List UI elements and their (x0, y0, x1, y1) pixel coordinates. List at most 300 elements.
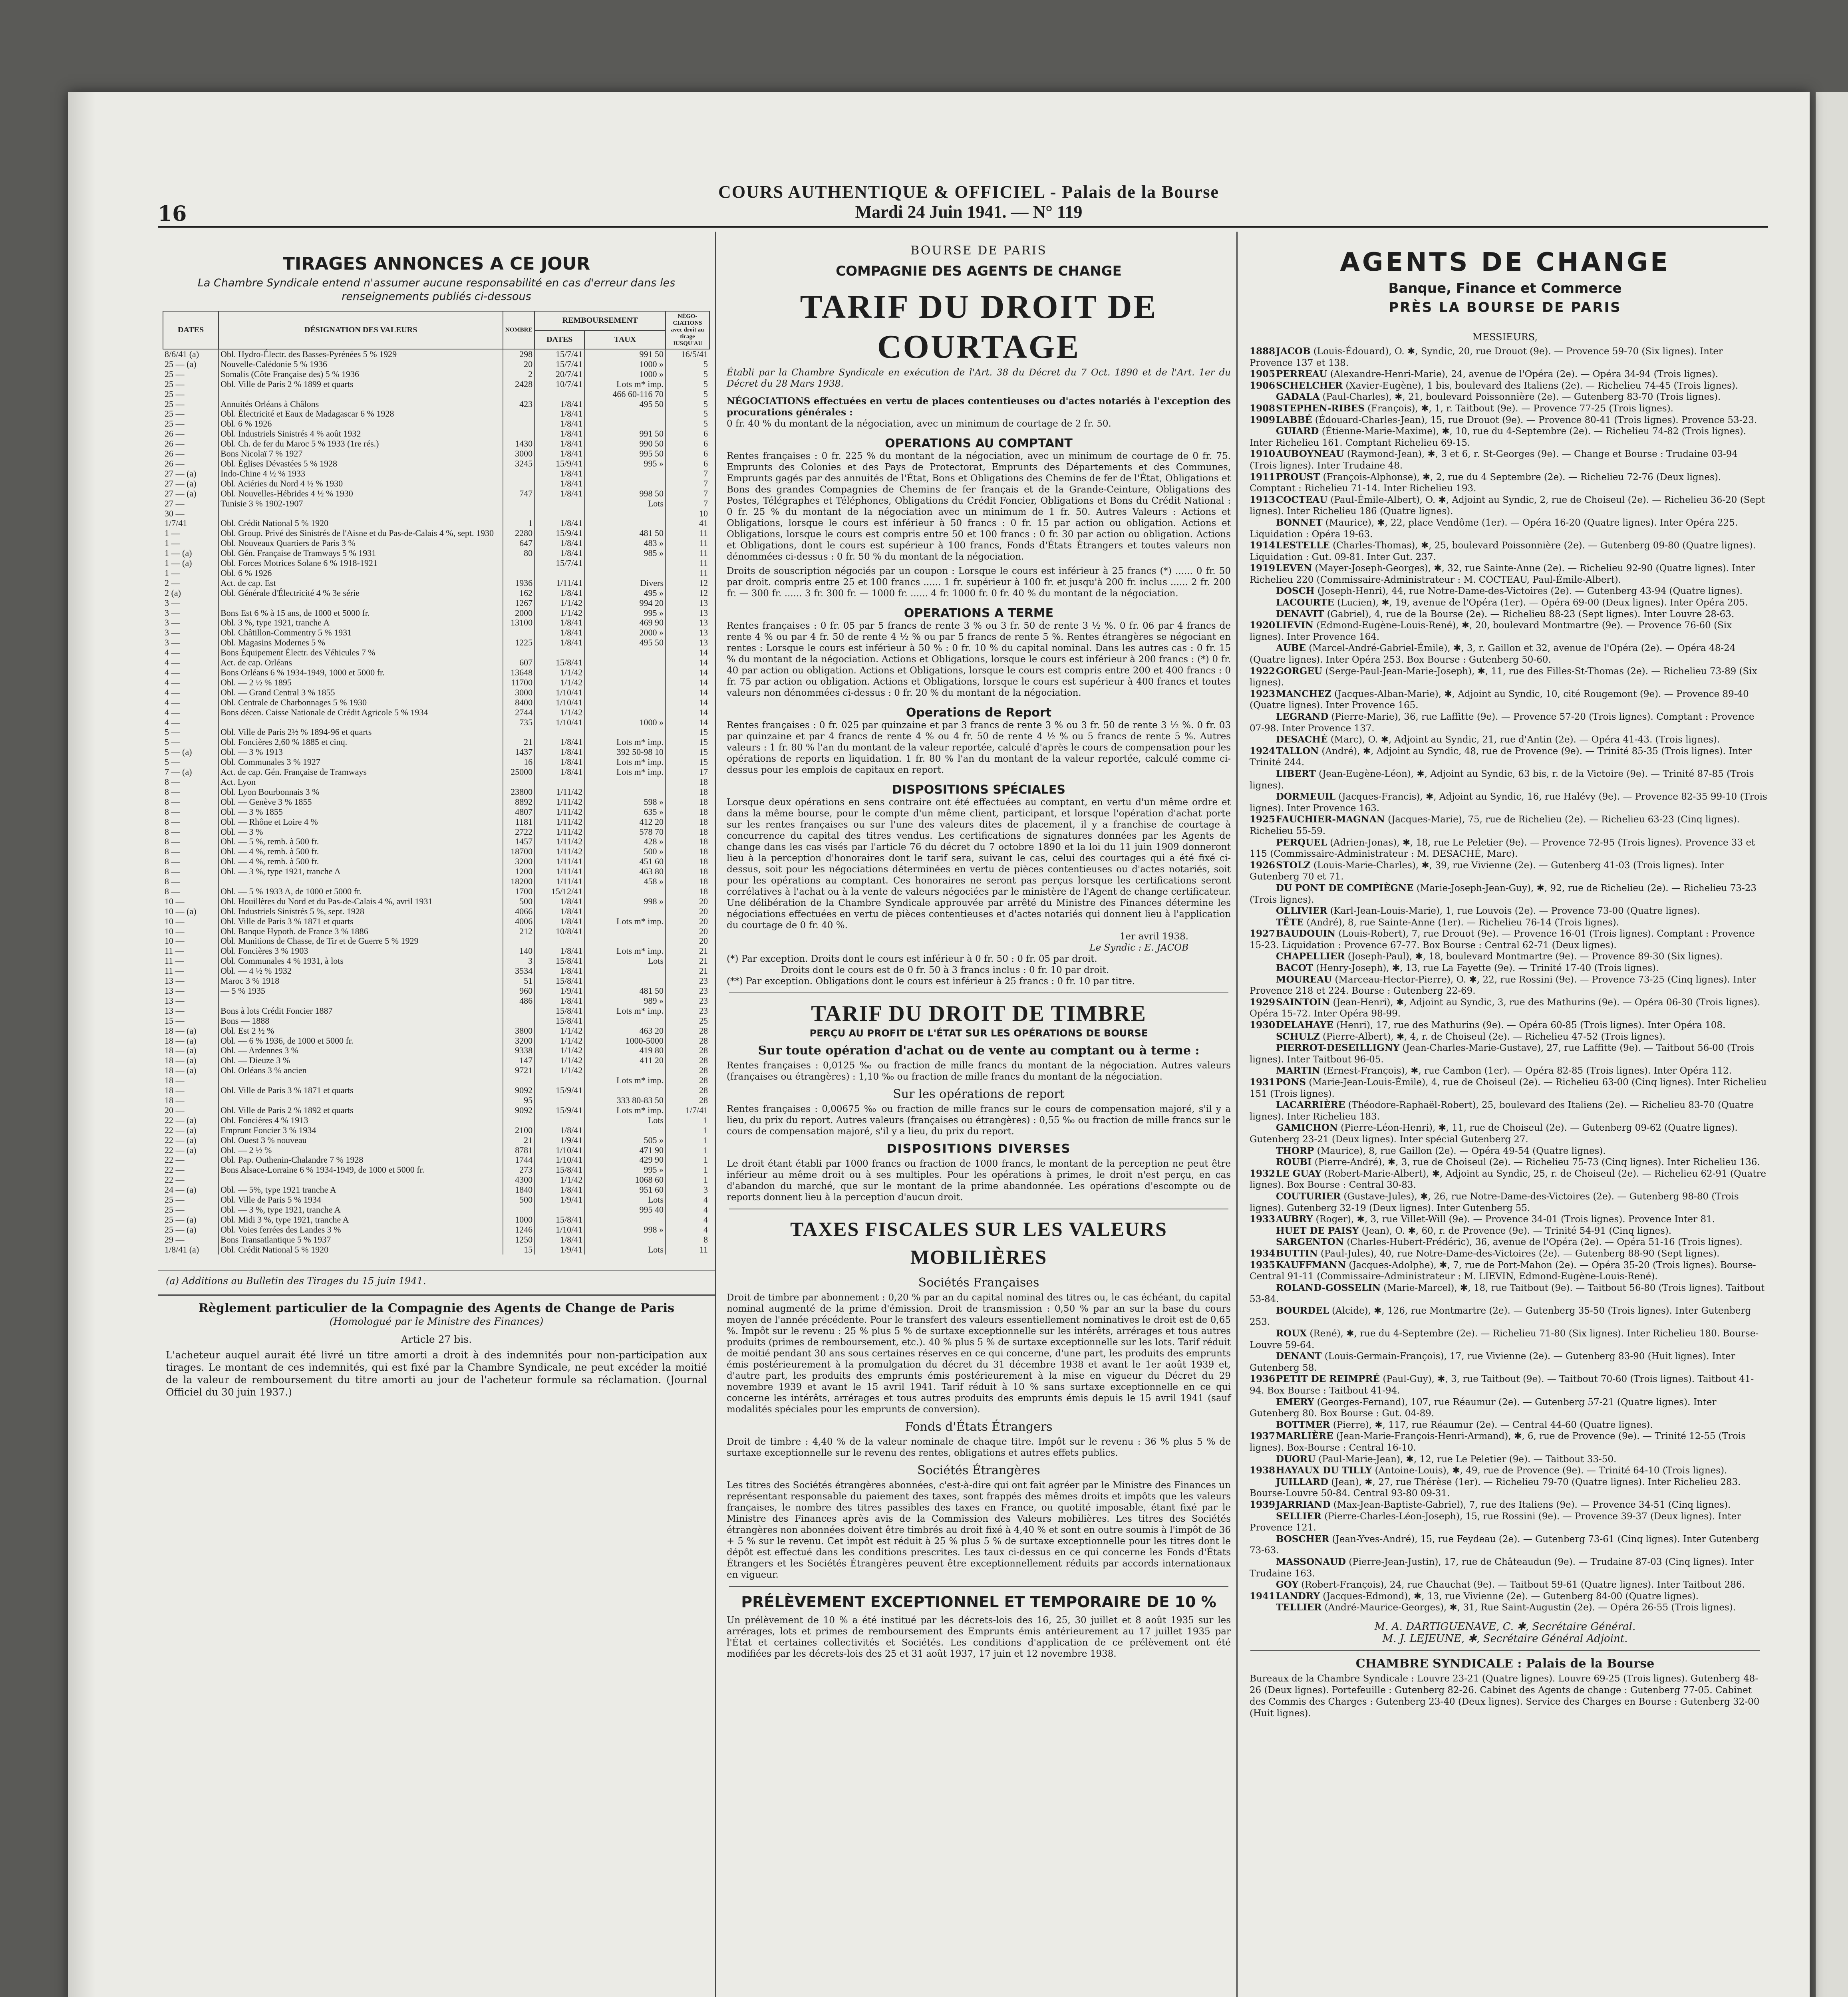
tirage-row (163, 698, 709, 708)
tirage-designation: Obl. Nouveaux Quartiers de Paris 3 % (219, 538, 503, 548)
tirage-taux: Lots (584, 499, 666, 509)
tirage-nombre: 21 (503, 1135, 535, 1145)
agent-entry (1242, 494, 1768, 517)
tirage-date: 26 — (165, 439, 185, 449)
tirage-taux: Lots (584, 1195, 666, 1205)
tirage-date: 10 — (165, 936, 185, 946)
tirage-row (163, 936, 709, 946)
tirage-remb-date: 1/1/42 (535, 598, 584, 608)
tirage-designation (219, 996, 503, 1006)
tirage-row (163, 349, 709, 359)
agent-name: PETIT DE REIMPRÉ (1276, 1374, 1380, 1385)
tirage-remb-date: 1/11/41 (535, 877, 584, 887)
tirage-nombre: 486 (503, 996, 535, 1006)
tirage-nombre (503, 1205, 535, 1215)
tirage-nombre (503, 1006, 535, 1016)
agent-details: (Henri), 17, rue des Mathurins (9e). — Opéra 60-85 (Trois lignes). Inter Opéra 108. (1336, 1020, 1726, 1031)
tirage-nego: 14 (666, 658, 709, 668)
tirage-designation: Obl. Est 2 ½ % (219, 1026, 503, 1036)
agent-name: DENANT (1276, 1351, 1322, 1362)
agent-details: (Gustave-Jules), ✱, 26, rue Notre-Dame-des-Victoires (2e). — Gutenberg 98-80 (Trois lignes). Gutenberg 32-19 (Deux lignes). Inter Gutenberg 55. (1250, 1191, 1739, 1213)
agent-entry (1242, 426, 1768, 449)
agent-details: (Marie-Jean-Louis-Émile), 4, rue de Choiseul (2e). — Richelieu 63-00 (Cinq lignes). Inter Richelieu 151 (Trois lignes). (1250, 1077, 1767, 1099)
tirage-nombre: 80 (503, 548, 535, 558)
tirage-date: 4 — (165, 687, 180, 697)
agent-entry (1242, 905, 1768, 917)
tirage-nombre (503, 479, 535, 489)
tirage-nego: 23 (666, 976, 709, 986)
agent-details: (Serge-Paul-Jean-Marie-Joseph), ✱, 11, rue des Filles-St-Thomas (2e). — Richelieu 73-89 (Six lignes). (1250, 666, 1757, 688)
agent-entry (1242, 1397, 1768, 1419)
tirage-remb-date: 1/8/41 (535, 1235, 584, 1245)
tirage-taux (584, 907, 666, 917)
agent-year: 1934 (1250, 1248, 1276, 1259)
tirage-row (163, 897, 709, 907)
tirage-nombre: 1936 (503, 578, 535, 588)
tirage-designation: Obl. 3 %, type 1921, tranche A (219, 618, 503, 628)
tirage-date: 1 — (165, 568, 180, 578)
tirage-designation: Obl. — 3 % 1855 (219, 807, 503, 817)
tirage-date: 10 — (165, 916, 185, 926)
tirage-nego: 10 (666, 509, 709, 519)
agent-entry (1242, 449, 1768, 471)
tirage-taux: 995 » (584, 1165, 666, 1175)
agents-subtitle: Banque, Finance et Commerce (1388, 280, 1622, 296)
tirage-taux: Lots (584, 1245, 666, 1255)
tirage-taux: 429 90 (584, 1155, 666, 1165)
agent-year: 1919 (1250, 563, 1276, 574)
tirage-row (163, 688, 709, 698)
tirage-nombre: 1 (503, 518, 535, 528)
tirage-nombre: 18200 (503, 877, 535, 887)
tirage-taux: 2000 » (584, 628, 666, 638)
tirage-nombre: 25000 (503, 767, 535, 777)
tirage-nego: 14 (666, 698, 709, 708)
tirage-date: 25 — (a) (165, 359, 197, 369)
tirage-remb-date: 1/11/42 (535, 837, 584, 847)
tirage-taux: 481 50 (584, 986, 666, 996)
tirage-row (163, 399, 709, 409)
tirage-nego: 1 (666, 1145, 709, 1155)
agent-name: DESACHÉ (1276, 734, 1328, 745)
col-header-dates: DATES (163, 311, 219, 349)
agent-entry (1242, 666, 1768, 689)
tirage-taux: 411 20 (584, 1056, 666, 1066)
agent-entry (1242, 1168, 1768, 1191)
tirage-taux (584, 648, 666, 658)
tirage-nombre (503, 469, 535, 479)
agent-details: (Jean-Marie-François-Henri-Armand), ✱, 6, rue de Provence (9e). — Trinité 12-55 (Trois lignes). Box-Bourse : Central 16-10. (1250, 1431, 1746, 1453)
agent-year: 1931 (1250, 1077, 1276, 1088)
agent-entry (1242, 1591, 1768, 1602)
chambre-rule (1250, 1650, 1760, 1651)
agent-entry (1242, 403, 1768, 415)
agent-details: (René), ✱, rue du 4-Septembre (2e). — Richelieu 71-80 (Six lignes). Inter Richelieu 180. Bourse-Louvre 59-64. (1250, 1328, 1759, 1350)
agent-name: STEPHEN-RIBES (1276, 403, 1365, 414)
tirage-remb-date: 1/10/41 (535, 1155, 584, 1165)
agent-details: (Joseph-Henri), 44, rue Notre-Dame-des-Victoires (2e). — Gutenberg 43-94 (Quatre lignes). (1317, 586, 1743, 597)
tirage-date: 2 — (165, 578, 180, 588)
agent-entry (1242, 1065, 1768, 1077)
tirage-nombre (503, 1116, 535, 1126)
agent-year: 1914 (1250, 540, 1276, 551)
tarifs-column (721, 232, 1238, 1997)
agent-name: STOLZ (1276, 860, 1311, 871)
agent-details: (Pierre-Léon-Henri), ✱, 11, rue de Choiseul (2e). — Gutenberg 09-62 (Quatre lignes). Gutenberg 23-21 (Deux lignes). Inter spécial Gutenberg 27. (1250, 1123, 1738, 1145)
tirage-row (163, 817, 709, 827)
tirage-designation: Obl. Aciéries du Nord 4 ½ % 1930 (219, 479, 503, 489)
tirage-nego: 11 (666, 528, 709, 538)
tirage-taux: Lots m* imp. (584, 946, 666, 956)
tirage-nombre: 16 (503, 757, 535, 767)
tirage-nombre (503, 409, 535, 419)
tirage-date: 18 — (a) (165, 1056, 197, 1066)
tirage-nego: 13 (666, 598, 709, 608)
tirage-remb-date (535, 1076, 584, 1086)
tirage-designation: Obl. Communales 3 % 1927 (219, 757, 503, 767)
tirage-row (163, 1205, 709, 1215)
tirage-row (163, 767, 709, 777)
tirage-date: 8 — (165, 817, 180, 827)
tirage-taux: 1000 » (584, 359, 666, 369)
tirage-date: 5 — (165, 757, 180, 767)
tirage-nombre: 1225 (503, 638, 535, 648)
tirage-designation: Obl. Voies ferrées des Landes 3 % (219, 1225, 503, 1235)
tirage-row (163, 727, 709, 737)
agent-details: (Étienne-Marie-Maxime), ✱, 10, rue du 4-Septembre (2e). — Richelieu 74-82 (Trois lignes). Inter Richelieu 161. Comptant Richelieu 69-15. (1250, 426, 1747, 448)
tirage-date: 5 — (165, 737, 180, 747)
tirage-designation: Bons Orléans 6 % 1934-1949, 1000 et 5000 fr. (219, 668, 503, 678)
tirage-designation: Tunisie 3 % 1902-1907 (219, 499, 503, 509)
taxes-etrangeres-title: Sociétés Étrangères (917, 1463, 1040, 1477)
prelevement-rule (729, 1586, 1228, 1587)
agent-name: BUTTIN (1276, 1248, 1318, 1259)
tirage-designation: Obl. Gén. Française de Tramways 5 % 1931 (219, 548, 503, 558)
agent-entry (1242, 860, 1768, 883)
tirage-designation: Obl. Crédit National 5 % 1920 (219, 1245, 503, 1255)
tirage-nego: 14 (666, 688, 709, 698)
agent-name: LABBÉ (1276, 414, 1312, 425)
tirage-nombre: 3000 (503, 449, 535, 459)
tirage-designation: Obl. Ouest 3 % nouveau (219, 1135, 503, 1145)
tirage-nego: 1 (666, 1165, 709, 1175)
tirage-row (163, 827, 709, 837)
agent-entry (1242, 1077, 1768, 1100)
tirage-taux (584, 708, 666, 718)
agent-details: (Jacques-Edmond), ✱, 13, rue Vivienne (2e). — Gutenberg 84-00 (Quatre lignes). (1323, 1591, 1699, 1602)
agent-name: HUET DE PAISY (1276, 1225, 1359, 1236)
agent-name: DORMEUIL (1276, 791, 1336, 802)
tirage-nego: 28 (666, 1096, 709, 1106)
tirage-row (163, 419, 709, 429)
tirage-designation: Obl. Forces Motrices Solane 6 % 1918-1921 (219, 558, 503, 568)
agent-details: (Louis-Marie-Charles), ✱, 39, rue Vivienne (2e). — Gutenberg 41-03 (Trois lignes). Inter Gutenberg 70 et 71. (1250, 860, 1724, 882)
tirage-nego: 28 (666, 1076, 709, 1086)
agent-name: AUBE (1276, 643, 1306, 654)
tirage-nego: 15 (666, 757, 709, 767)
agent-name: TALLON (1276, 745, 1319, 756)
tirage-row (163, 1086, 709, 1096)
agent-year: 1939 (1250, 1499, 1276, 1510)
tirage-designation: Obl. — 3 % 1913 (219, 747, 503, 757)
tirage-nego: 14 (666, 708, 709, 718)
tirage-row (163, 1245, 709, 1255)
agent-name: KAUFFMANN (1276, 1259, 1346, 1270)
tirage-nego: 13 (666, 638, 709, 648)
tirage-nego: 6 (666, 429, 709, 439)
tirage-date: 22 — (a) (165, 1145, 197, 1155)
tirage-taux (584, 966, 666, 976)
tirage-taux (584, 698, 666, 708)
tirage-taux (584, 1016, 666, 1026)
tirage-designation: — 5 % 1935 (219, 986, 503, 996)
agent-entry (1242, 1477, 1768, 1499)
tirage-nego: 6 (666, 459, 709, 469)
tirage-taux: Divers (584, 578, 666, 588)
tirage-remb-date: 1/10/41 (535, 718, 584, 728)
tirage-row (163, 548, 709, 558)
agent-year: 1911 (1250, 471, 1276, 482)
tirage-nego: 5 (666, 359, 709, 369)
tirage-remb-date: 10/8/41 (535, 927, 584, 937)
tirage-taux (584, 1066, 666, 1076)
tirage-nego: 18 (666, 827, 709, 837)
col-header-designation: DÉSIGNATION DES VALEURS (219, 311, 503, 349)
tirage-taux: 1000 » (584, 369, 666, 379)
tirage-nego: 17 (666, 767, 709, 777)
tirage-date: 8 — (165, 867, 180, 877)
agent-entry (1242, 1282, 1768, 1305)
tirage-remb-date: 15/8/41 (535, 1016, 584, 1026)
tirage-designation: Nouvelle-Calédonie 5 % 1936 (219, 359, 503, 369)
agent-entry (1242, 791, 1768, 814)
tirage-taux (584, 419, 666, 429)
tirage-nego: 21 (666, 966, 709, 976)
tirage-designation: Obl. Magasins Modernes 5 % (219, 638, 503, 648)
agent-details: (Louis-Germain-François), 17, rue Vivienne (2e). — Gutenberg 83-90 (Huit lignes). Inter Gutenberg 58. (1250, 1351, 1735, 1373)
tirage-taux (584, 469, 666, 479)
tirage-remb-date: 1/8/41 (535, 548, 584, 558)
tirage-row (163, 379, 709, 389)
tirage-nombre (503, 499, 535, 509)
tirage-date: 20 — (165, 1105, 185, 1115)
tirage-nombre: 3000 (503, 688, 535, 698)
tirage-nombre: 9092 (503, 1086, 535, 1096)
tirage-taux: 463 80 (584, 867, 666, 877)
agent-details: (Paul-Jules), 40, rue Notre-Dame-des-Victoires (2e). — Gutenberg 88-90 (Sept lignes). (1321, 1248, 1720, 1259)
tirage-remb-date: 1/8/41 (535, 946, 584, 956)
tirage-nombre (503, 777, 535, 787)
agent-entry (1242, 415, 1768, 426)
agent-details: (Jacques-Alban-Marie), ✱, Adjoint au Syndic, 10, cité Rougemont (9e). — Provence 89-40 (Quatre lignes). Inter Provence 165. (1250, 689, 1749, 711)
tirage-nego: 16/5/41 (666, 349, 709, 359)
tirage-nego: 1 (666, 1126, 709, 1135)
tirage-remb-date (535, 777, 584, 787)
tirage-date: 11 — (165, 966, 184, 976)
agent-details: (Jean-Eugène-Léon), ✱, Adjoint au Syndic, 63 bis, r. de la Victoire (9e). — Trinité 87-85 (Trois lignes). (1250, 768, 1754, 791)
tirage-designation: Obl. — 4 %, remb. à 500 fr. (219, 847, 503, 857)
tirage-nombre: 8892 (503, 797, 535, 807)
timbre-subtitle: PERÇU AU PROFIT DE L'ÉTAT SUR LES OPÉRATIONS DE BOURSE (809, 1028, 1148, 1039)
tirage-taux (584, 658, 666, 668)
agent-entry (1242, 597, 1768, 609)
tirage-remb-date: 15/12/41 (535, 887, 584, 897)
tirage-designation: Obl. Orléans 3 % ancien (219, 1066, 503, 1076)
agent-name: JARRIAND (1276, 1499, 1331, 1510)
tirage-nombre: 4807 (503, 807, 535, 817)
tirage-remb-date: 1/8/41 (535, 897, 584, 907)
col-header-remboursement: REMBOURSEMENT (535, 311, 666, 330)
tirage-row (163, 1126, 709, 1135)
tirage-nombre: 3 (503, 956, 535, 966)
masthead-date: Mardi 24 Juin 1941. — N° 119 (855, 202, 1083, 222)
agent-name: FAUCHIER-MAGNAN (1276, 814, 1385, 825)
tirage-nego: 5 (666, 409, 709, 419)
agent-details: (Robert-François), 24, rue Chauchat (9e). — Taitbout 59-61 (Quatre lignes). Inter Taitbout 286. (1301, 1580, 1745, 1590)
tirage-designation: Obl. — 2 ½ % 1895 (219, 678, 503, 688)
tirage-nombre: 8400 (503, 698, 535, 708)
tirage-row (163, 1066, 709, 1076)
tirage-nombre: 960 (503, 986, 535, 996)
agent-entry (1242, 951, 1768, 963)
tirage-taux: Lots m* imp. (584, 737, 666, 747)
tirage-taux: 495 50 (584, 638, 666, 648)
tirage-designation: Bons Équipement Électr. des Véhicules 7 % (219, 648, 503, 658)
tirage-remb-date: 1/1/42 (535, 1046, 584, 1056)
tirage-designation: Obl. — 2 ½ % (219, 1145, 503, 1155)
agent-year: 1905 (1250, 369, 1276, 380)
agent-details: (Paul-Guy), ✱, 3, rue Taitbout (9e). — Taitbout 70-60 (Trois lignes). Taitbout 41-94. Box Bourse : Taitbout 41-94. (1250, 1374, 1754, 1396)
tirage-remb-date: 15/7/41 (535, 359, 584, 369)
tirage-date: 15 — (165, 1016, 185, 1026)
tirage-date: 4 — (165, 717, 180, 727)
tirage-remb-date: 1/11/42 (535, 827, 584, 837)
tirage-remb-date: 15/8/41 (535, 658, 584, 668)
tirage-nego: 15 (666, 747, 709, 757)
tirage-taux: 991 50 (584, 429, 666, 439)
tirage-date: 1 — (a) (165, 558, 192, 568)
tirage-taux: 466 60-116 70 (584, 389, 666, 399)
tirage-nombre: 1000 (503, 1215, 535, 1225)
tirage-date: 18 — (165, 1076, 185, 1086)
tirage-remb-date: 1/1/42 (535, 708, 584, 718)
tirage-taux (584, 509, 666, 519)
agent-details: (Maurice), 8, rue Gaillon (2e). — Opéra 49-54 (Quatre lignes). (1317, 1145, 1606, 1156)
tirage-date: 25 — (165, 379, 185, 389)
tirage-nego: 5 (666, 379, 709, 389)
tirage-row (163, 907, 709, 917)
tirage-nego: 5 (666, 369, 709, 379)
agent-name: BAUDOUIN (1276, 928, 1336, 939)
agent-name: TELLIER (1276, 1602, 1322, 1613)
tirage-row (163, 1215, 709, 1225)
tirage-nombre: 747 (503, 489, 535, 499)
agent-year: 1925 (1250, 814, 1276, 825)
souscription-text: Droits de souscription négociés par un coupon : Lorsque le cours est inférieur à 25 francs (*) ...... 0 fr. 50 par droit. compris entre 25 et 100 francs ...... 1 fr. supérieur à 100 fr. et jusqu'à 200 fr. inclus ...... 2 fr. 200 fr. — 300 fr. ...... 3 fr. 300 fr. — 1000 fr. ...... 4 fr. 1000 fr. 0 fr. 40 % du montant de la négociation. (727, 566, 1231, 599)
tirage-remb-date: 1/8/41 (535, 737, 584, 747)
tirage-designation: Act. de cap. Est (219, 578, 503, 588)
agent-name: DU PONT DE COMPIÈGNE (1276, 882, 1414, 893)
tirage-nombre: 23800 (503, 787, 535, 797)
agent-details: (Marie-Joseph-Jean-Guy), ✱, 92, rue de Richelieu (2e). — Richelieu 73-23 (Trois lignes). (1250, 883, 1757, 905)
tirage-nombre: 140 (503, 946, 535, 956)
tirage-designation: Maroc 3 % 1918 (219, 976, 503, 986)
tirage-taux: 481 50 (584, 528, 666, 538)
tirage-row (163, 1225, 709, 1235)
tirage-remb-date: 1/1/42 (535, 1175, 584, 1185)
tirage-taux: 483 » (584, 538, 666, 548)
agent-name: MARLIÈRE (1276, 1431, 1333, 1442)
tirage-nego: 12 (666, 578, 709, 588)
tirage-date: 8 — (165, 857, 180, 867)
tirage-nombre: 607 (503, 658, 535, 668)
tirage-designation: Obl. Ville de Paris 5 % 1934 (219, 1195, 503, 1205)
tirage-nego: 11 (666, 568, 709, 578)
tirage-remb-date: 15/9/41 (535, 459, 584, 469)
agent-details: (Paul-Marie-Jean), ✱, 12, rue Le Peletier (9e). — Taitbout 33-50. (1318, 1454, 1617, 1465)
agent-name: COCTEAU (1276, 494, 1328, 505)
agent-details: (Marcel-André-Gabriel-Émile), ✱, 3, r. Gaillon et 32, avenue de l'Opéra (2e). — Opéra 48-24 (Quatre lignes). Inter Opéra 253. Box Bourse : Gutenberg 50-60. (1250, 643, 1736, 665)
agent-year: 1941 (1250, 1590, 1276, 1602)
taxes-etats-title: Fonds d'États Étrangers (905, 1420, 1053, 1434)
col-header-taux: TAUX (584, 330, 666, 349)
tirage-row (163, 1175, 709, 1185)
agent-details: (André), ✱, Adjoint au Syndic, 48, rue de Provence (9e). — Trinité 85-35 (Trois lignes). Inter Trinité 244. (1250, 746, 1752, 768)
tirage-taux: 998 » (584, 897, 666, 907)
tirage-remb-date: 1/8/41 (535, 538, 584, 548)
tirage-designation: Obl. Ville de Paris 3 % 1871 et quarts (219, 1086, 503, 1096)
tirage-remb-date: 1/8/41 (535, 419, 584, 429)
tirage-designation: Act. Lyon (219, 777, 503, 787)
tirage-designation: Obl. Crédit National 5 % 1920 (219, 518, 503, 528)
tirage-date: 4 — (165, 677, 180, 687)
agent-name: ROLAND-GOSSELIN (1276, 1282, 1381, 1293)
compagnie-title: COMPAGNIE DES AGENTS DE CHANGE (836, 263, 1122, 279)
tirage-date: 2 (a) (165, 588, 181, 598)
timbre-rule (729, 993, 1228, 994)
agent-year: 1920 (1250, 620, 1276, 631)
agent-entry (1242, 1419, 1768, 1431)
agent-name: HAYAUX DU TILLY (1276, 1465, 1372, 1476)
tirage-taux: 500 » (584, 847, 666, 857)
tirage-nego: 14 (666, 718, 709, 728)
tirage-remb-date (535, 727, 584, 737)
timbre-section-3: DISPOSITIONS DIVERSES (886, 1142, 1071, 1156)
tirage-remb-date: 1/8/41 (535, 628, 584, 638)
tirage-nombre: 13100 (503, 618, 535, 628)
tirage-taux: Lots m* imp. (584, 1006, 666, 1016)
tirage-row (163, 409, 709, 419)
tirages-table (163, 311, 710, 1255)
tirage-nego: 28 (666, 1066, 709, 1076)
tirage-designation: Obl. Ville de Paris 3 % 1871 et quarts (219, 917, 503, 927)
agent-name: GORGEU (1276, 665, 1323, 677)
tirage-taux: 1000 » (584, 718, 666, 728)
agent-details: (Marie-Marcel), ✱, 18, rue Taitbout (9e). — Taitbout 56-80 (Trois lignes). Taitbout 53-84. (1250, 1282, 1765, 1305)
reglement-text: L'acheteur auquel aurait été livré un titre amorti a droit à des indemnités pour non-participation aux tirages. Le montant de ces indemnités, qui est fixé par la Chambre Syndicale, ne peut excéder la moitié de la valeur de remboursement du titre amorti au jour de l'acheteur formule sa réclamation. (Journal Officiel du 30 juin 1937.) (166, 1349, 707, 1398)
tirage-row (163, 777, 709, 787)
tirage-designation: Obl. 6 % 1926 (219, 419, 503, 429)
tirage-row (163, 628, 709, 638)
tirage-row (163, 369, 709, 379)
tirage-nego: 18 (666, 777, 709, 787)
agent-year: 1932 (1250, 1168, 1276, 1179)
tirages-column (158, 232, 716, 1997)
courtage-exception-2: Droits dont le cours est de 0 fr. 50 à 3 francs inclus : 0 fr. 10 par droit. (781, 965, 1109, 975)
agent-entry (1242, 472, 1768, 494)
agent-name: PONS (1276, 1077, 1306, 1088)
tirage-nombre: 647 (503, 538, 535, 548)
